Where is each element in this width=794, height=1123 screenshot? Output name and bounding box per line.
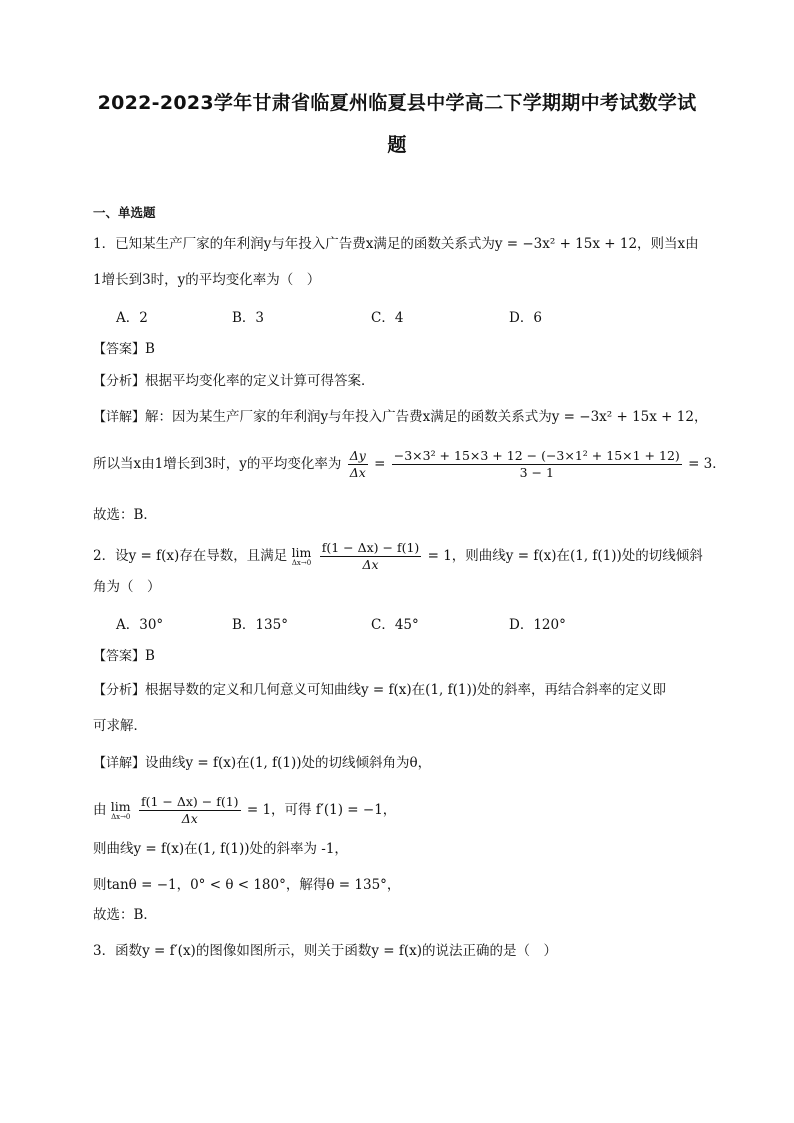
fraction-limit (320, 540, 422, 573)
q1-detail-line2: 所以当x由1增长到3时，y的平均变化率为 $\frac{\Delta y}{\Delta x}$ = $\frac{\text{−3×3² + 15×3 + 12 − (−3×1² + 15×1 + 12)}}{3 - 1}$ = 3． (93, 448, 726, 480)
doc-title-line2: 题 (387, 134, 407, 156)
q1-conclusion: 故选：B． (93, 507, 157, 523)
q3-stem-line1: 3．函数y = f′(x)的图像如图所示，则关于函数y = f(x)的说法正确的是（ ） (93, 943, 557, 959)
q2-option-a: A．30° (116, 617, 164, 633)
q1-stem-line2: 1增长到3时，y的平均变化率为（ ） (93, 272, 321, 288)
detail-text: 所以当x由1增长到3时，y的平均变化率为 (93, 456, 342, 472)
q2-option-b: B．135° (232, 617, 288, 633)
section-heading: 一、单选题 (93, 205, 156, 220)
limit-label: lim (110, 799, 131, 814)
q2-detail-line2 (93, 794, 396, 827)
analysis-tag: 【分析】 (93, 374, 146, 389)
q2-stem-text: 2．设y = f(x)存在导数，且满足 (93, 548, 288, 564)
q2-analysis-line1 (93, 681, 666, 700)
fraction-denominator: Δx (362, 557, 379, 572)
q1-stem-line1: 1．已知某生产厂家的年利润y与年投入广告费x满足的函数关系式为y = −3x² + 15x + 12，则当x由 (93, 236, 699, 252)
answer-tag: 【答案】 (93, 342, 146, 357)
q1-detail-line1 (93, 408, 707, 427)
fraction-delta (348, 448, 368, 481)
q2-conclusion: 故选：B． (93, 907, 157, 923)
limit-subscript: Δx→0 (291, 559, 312, 567)
q1-option-d: D．6 (509, 310, 542, 326)
detail-text: 由 (93, 802, 107, 818)
detail-tag: 【详解】 (93, 410, 146, 425)
q2-answer-line (93, 647, 155, 666)
analysis-tag: 【分析】 (93, 683, 146, 698)
fraction-numerator: f(1 − Δx) − f(1) (321, 540, 420, 555)
limit-subscript: Δx→0 (111, 813, 131, 821)
q2-stem-line2: 角为（ ） (93, 579, 161, 595)
answer-tag: 【答案】 (93, 649, 146, 664)
analysis-text: 根据导数的定义和几何意义可知曲线y = f(x)在(1, f(1))处的斜率，再结合斜率的定义即 (145, 682, 667, 698)
fraction-denominator: Δx (349, 465, 366, 480)
answer-value: B (145, 341, 155, 357)
q2-detail-line4: 则tanθ = −1，0° < θ < 180°，解得θ = 135°， (93, 877, 401, 893)
analysis-text: 根据平均变化率的定义计算可得答案． (145, 373, 375, 389)
limit-operator (292, 546, 312, 567)
q1-option-b: B．3 (232, 310, 265, 326)
fraction-numerator: Δy (349, 448, 366, 463)
q1-option-c: C．4 (371, 310, 404, 326)
fraction-limit (139, 794, 241, 827)
fraction-computation (392, 448, 682, 481)
fraction-numerator: f(1 − Δx) − f(1) (140, 794, 239, 809)
q1-option-a: A．2 (116, 310, 148, 326)
limit-label: lim (291, 545, 312, 560)
detail-text: = 1，可得 f′(1) = −1， (246, 802, 397, 818)
q1-answer-line (93, 340, 155, 359)
q2-option-c: C．45° (371, 617, 419, 633)
fraction-denominator: 3 − 1 (519, 465, 554, 480)
fraction-numerator: −3×3² + 15×3 + 12 − (−3×1² + 15×1 + 12) (393, 448, 680, 463)
detail-text: 设曲线y = f(x)在(1, f(1))处的切线倾斜角为θ， (145, 755, 432, 771)
limit-operator (111, 800, 131, 821)
q2-stem-line1 (93, 540, 703, 573)
q2-detail-line3: 则曲线y = f(x)在(1, f(1))处的斜率为 -1， (93, 841, 348, 857)
answer-value: B (145, 648, 155, 664)
q2-detail-line1 (93, 754, 431, 773)
doc-title-line1: 2022-2023学年甘肃省临夏州临夏县中学高二下学期期中考试数学试 (97, 92, 697, 114)
q2-option-d: D．120° (509, 617, 566, 633)
detail-tag: 【详解】 (93, 756, 146, 771)
detail-text: = 3． (688, 456, 726, 472)
q1-analysis-line (93, 372, 375, 391)
detail-text: 解：因为某生产厂家的年利润y与年投入广告费x满足的函数关系式为y = −3x² + 15x + 12， (145, 409, 708, 425)
fraction-denominator: Δx (181, 811, 198, 826)
q2-analysis-line2: 可求解． (93, 718, 147, 734)
q2-stem-text: = 1，则曲线y = f(x)在(1, f(1))处的切线倾斜 (427, 548, 703, 564)
